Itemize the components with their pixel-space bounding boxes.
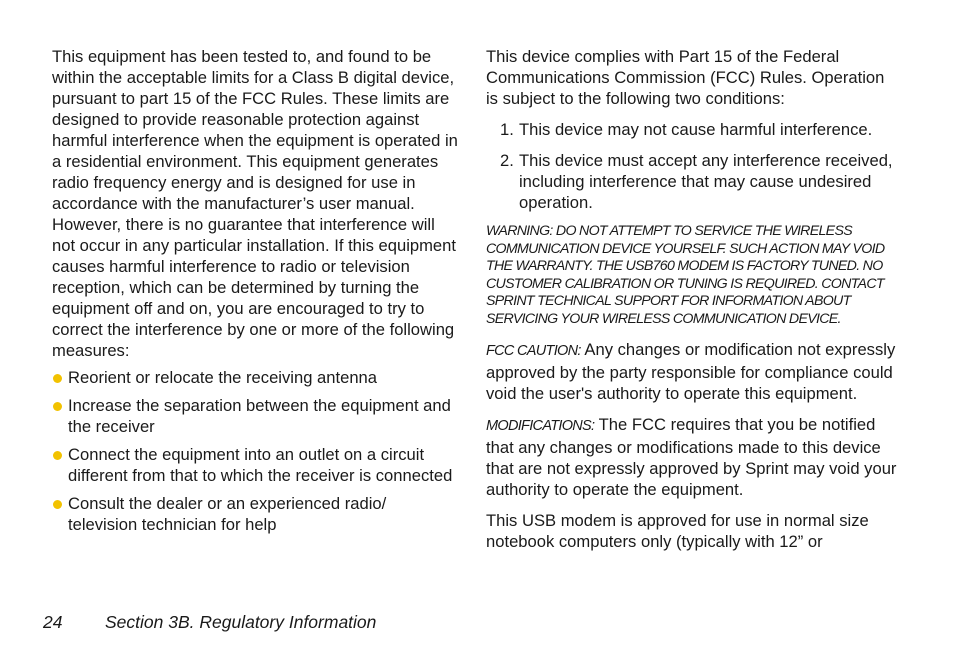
list-item: 1. This device may not cause harmful interference.	[500, 120, 873, 139]
list-item: Increase the separation between the equipment and the receiver	[52, 395, 458, 437]
bullet-icon	[53, 374, 62, 383]
modifications-label: MODIFICATIONS:	[486, 417, 595, 434]
list-number: 2.	[500, 151, 514, 170]
section-title: Section 3B. Regulatory Information	[105, 612, 377, 632]
page-footer	[43, 612, 376, 633]
measures-list	[52, 367, 458, 535]
bullet-icon	[53, 402, 62, 411]
fcc-class-b-paragraph: This equipment has been tested to, and found to be within the acceptable limits for a Class B digital device, pursuant to part 15 of the FCC Rules. These limits are designed to provide reasonable protection against harmful interference when the equipment is operated in a residential environment. This equipment generates radio frequency energy and is designed for use in accordance with the manufacturer’s user manual. However, there is no guarantee that interference will not occur in any particular installation. If this equipment causes harmful interference to radio or television reception, which can be determined by turning the equipment off and on, you are encouraged to try to correct the interference by one or more of the following measures:	[52, 47, 458, 360]
list-item: Reorient or relocate the receiving antenna	[52, 367, 458, 388]
list-number: 1.	[500, 120, 514, 139]
warning-paragraph: WARNING: DO NOT ATTEMPT TO SERVICE THE WIRELESS COMMUNICATION DEVICE YOURSELF. SUCH ACTION MAY VOID THE WARRANTY. THE USB760 MODEM IS FACTORY TUNED. NO CUSTOMER CALIBRATION OR TUNING IS REQUIRED. CONTACT SPRINT TECHNICAL SUPPORT FOR INFORMATION ABOUT SERVICING YOUR WIRELESS COMMUNICATION DEVICE.	[486, 223, 885, 327]
list-item: Consult the dealer or an experienced radio/ television technician for help	[52, 493, 458, 535]
caution-label: FCC CAUTION:	[486, 342, 581, 359]
conditions-list	[486, 119, 898, 213]
left-column	[52, 46, 458, 542]
bullet-icon	[53, 500, 62, 509]
list-item: Connect the equipment into an outlet on a circuit different from that to which the receiver is connected	[52, 444, 458, 486]
page-number: 24	[43, 612, 63, 632]
bullet-icon	[53, 451, 62, 460]
part15-paragraph: This device complies with Part 15 of the Federal Communications Commission (FCC) Rules. Operation is subject to the following two conditions:	[486, 47, 885, 108]
fcc-caution-paragraph: FCC CAUTION: Any changes or modification not expressly approved by the party responsible for compliance could void the user's authority to operate this equipment.	[486, 339, 896, 403]
right-column	[486, 46, 898, 552]
modifications-paragraph: MODIFICATIONS: The FCC requires that you be notified that any changes or modifications made to this device that are not expressly approved by Sprint may void your authority to operate the equipment.	[486, 414, 897, 499]
list-item: 2. This device must accept any interference received, including interference that may cause undesired operation.	[500, 151, 893, 212]
usb-modem-paragraph: This USB modem is approved for use in normal size notebook computers only (typically with 12” or	[486, 510, 869, 551]
